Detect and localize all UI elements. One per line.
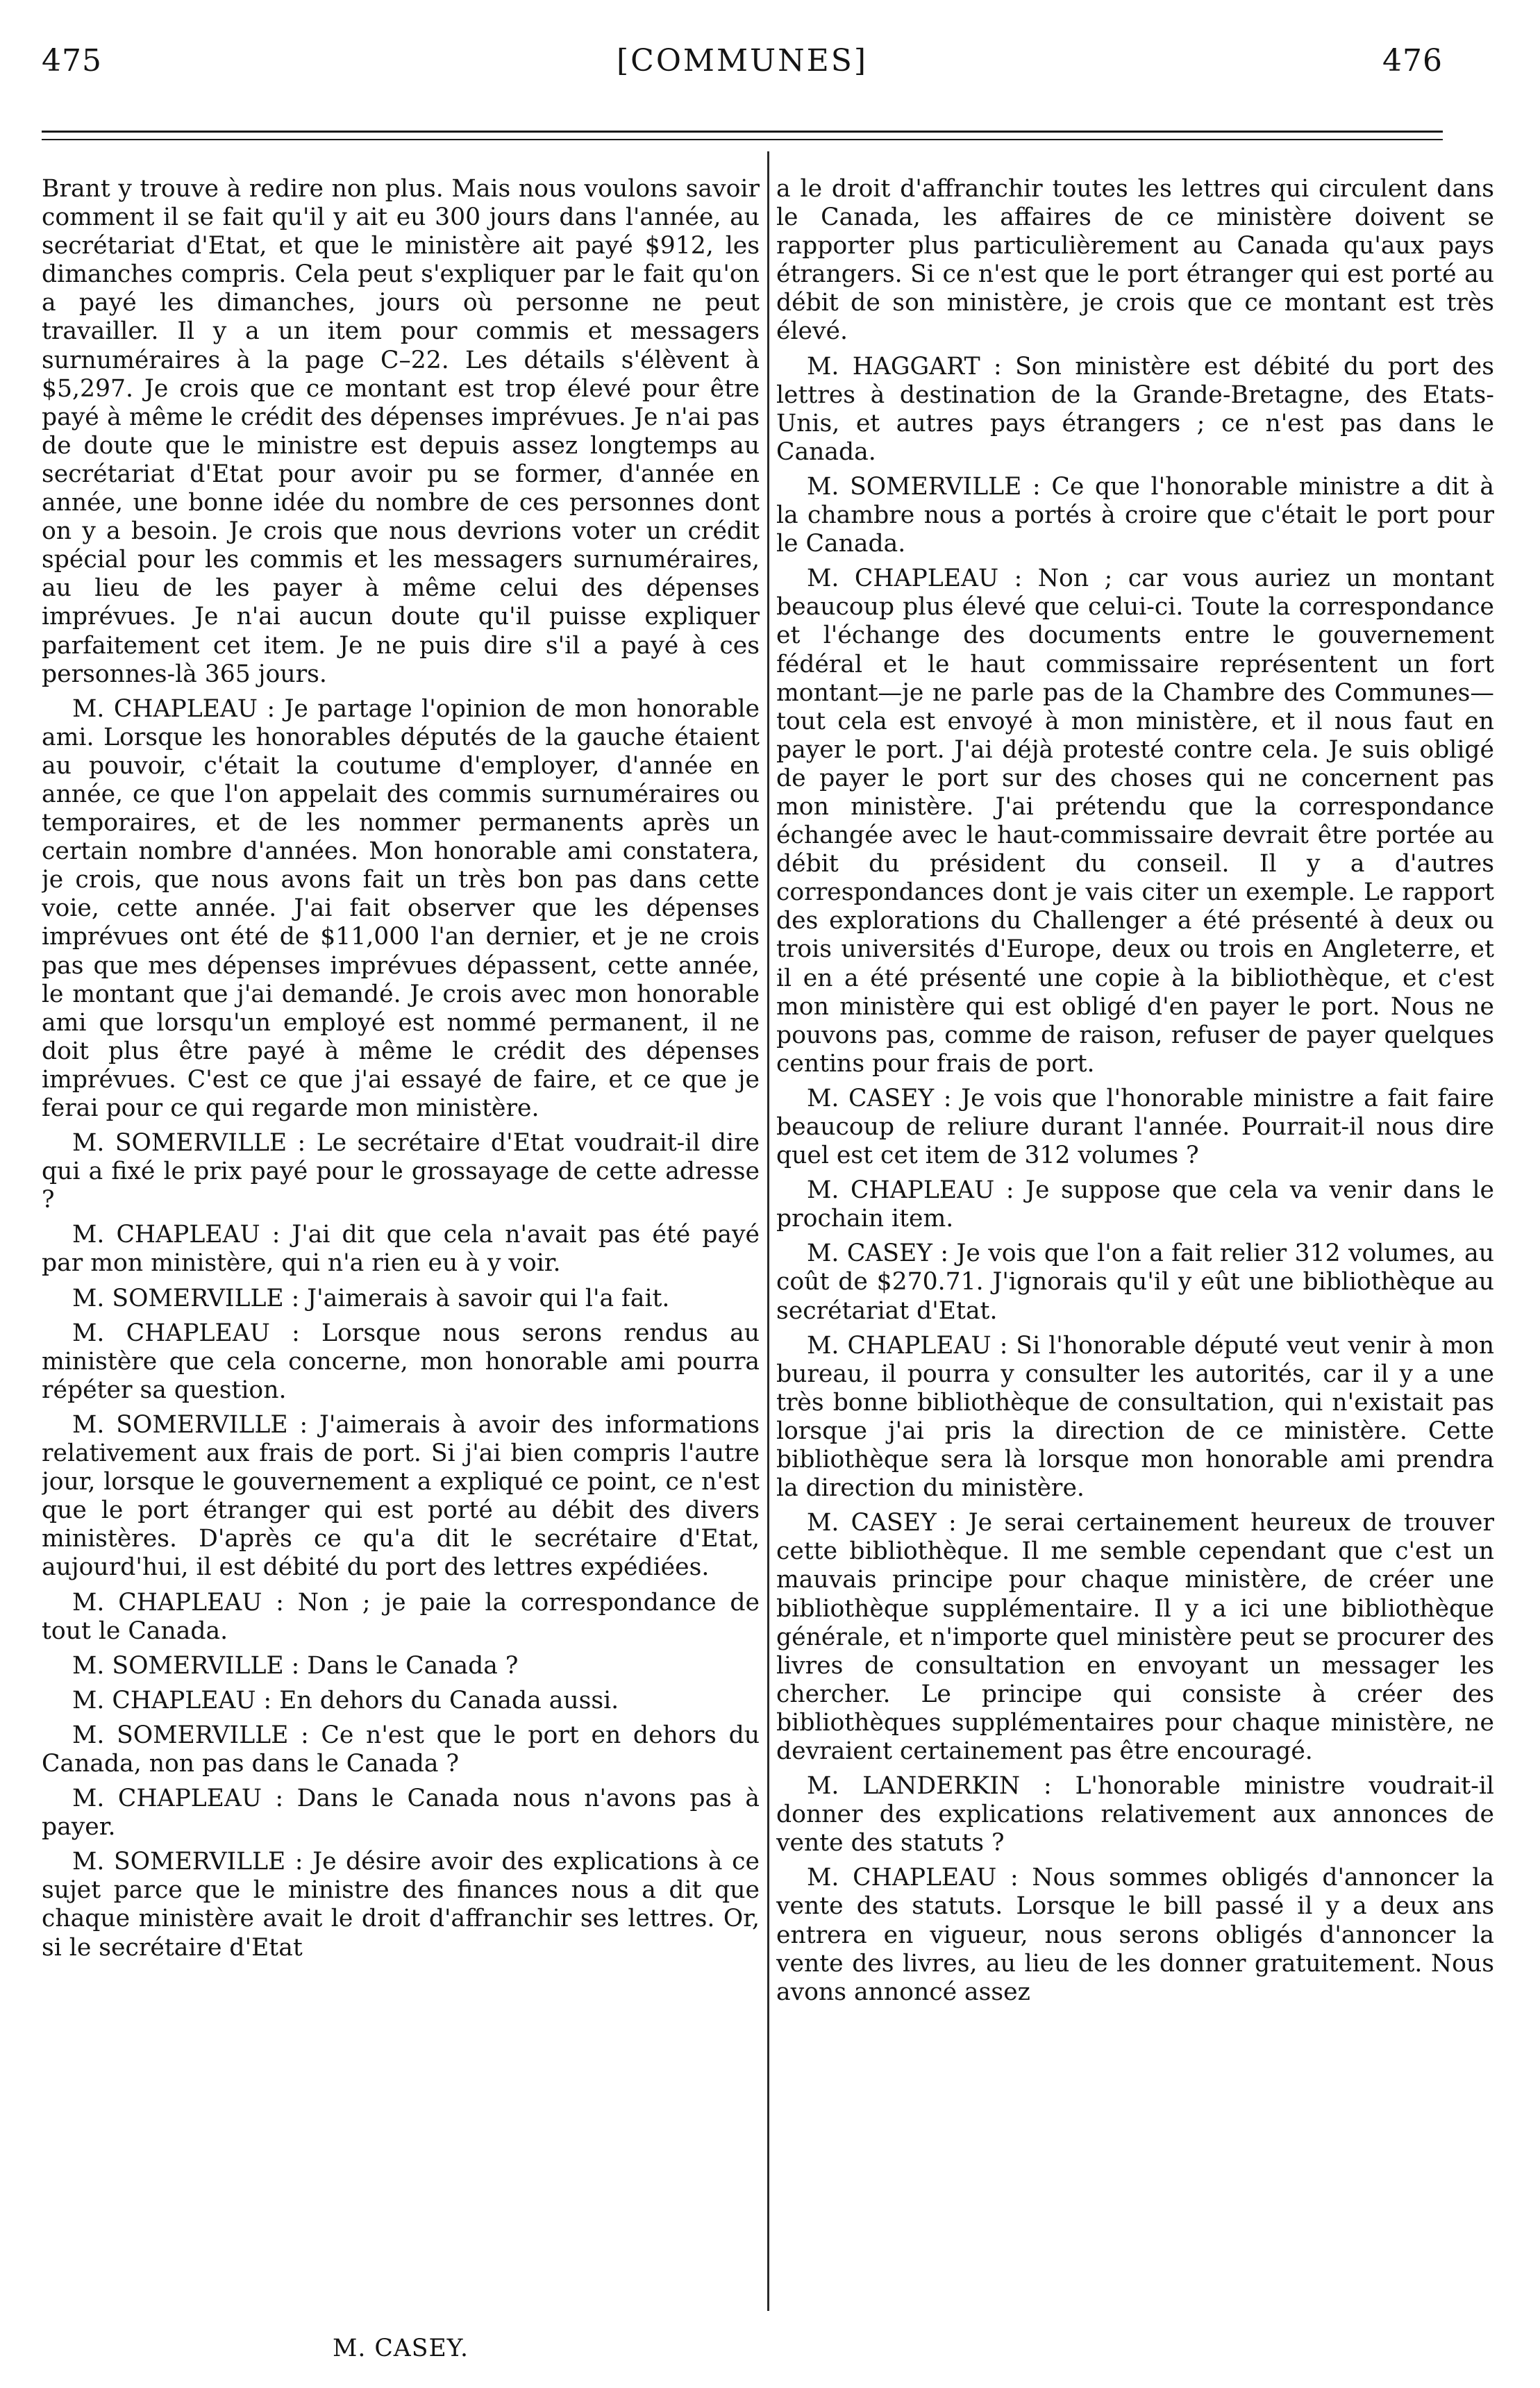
paragraph: M. SOMERVILLE : J'aimerais à avoir des informations relativement aux frais de port. Si j'ai bien compris l'autre jour, lorsque le gouvernement a expliqué ce point, ce n'est que le port étranger qui est porté au débit des divers ministères. D'après ce qu'a dit le secrétaire d'Etat, aujourd'hui, il est débité du port des lettres expédiées. (42, 1410, 760, 1582)
paragraph: M. CHAPLEAU : Non ; je paie la correspondance de tout le Canada. (42, 1588, 760, 1645)
header-rule-bottom (42, 139, 1443, 140)
left-column (42, 175, 760, 2300)
paragraph: M. CASEY : Je vois que l'honorable ministre a fait faire beaucoup de reliure durant l'année. Pourrait-il nous dire quel est cet item de 312 volumes ? (776, 1084, 1494, 1170)
page-title: [COMMUNES] (616, 43, 869, 78)
paragraph: M. CHAPLEAU : Non ; car vous auriez un montant beaucoup plus élevé que celui-ci. Toute la correspondance et l'échange des documents entre le gouvernement fédéral et le haut commissaire représentent un fort montant—je ne parle pas de la Chambre des Communes—tout cela est envoyé à mon ministère, et il nous faut en payer le port. J'ai déjà protesté contre cela. Je suis obligé de payer le port sur des choses qui ne concernent pas mon ministère. J'ai prétendu que la correspondance échangée avec le haut-commissaire devrait être portée au débit du président du conseil. Il y a d'autres correspondances dont je vais citer un exemple. Le rapport des explorations du Challenger a été présenté à deux ou trois universités d'Europe, deux ou trois en Angleterre, et il en a été présenté une copie à la bibliothèque, et c'est mon ministère qui est obligé d'en payer le port. Nous ne pouvons pas, comme de raison, refuser de payer quelques centins pour frais de port. (776, 565, 1494, 1078)
paragraph: M. LANDERKIN : L'honorable ministre voudrait-il donner des explications relativement aux annonces de vente des statuts ? (776, 1772, 1494, 1857)
right-column (776, 175, 1494, 2300)
paragraph: Brant y trouve à redire non plus. Mais nous voulons savoir comment il se fait qu'il y ait eu 300 jours dans l'année, au secrétariat d'Etat, et que le ministère ait payé $912, les dimanches compris. Cela peut s'expliquer par le fait qu'on a payé les dimanches, jours où personne ne peut travailler. Il y a un item pour commis et messagers surnuméraires à la page C–22. Les détails s'élèvent à $5,297. Je crois que ce montant est trop élevé pour être payé à même le crédit des dépenses imprévues. Je n'ai pas de doute que le ministre est depuis assez longtemps au secrétariat d'Etat pour avoir pu se former, d'année en année, une bonne idée du nombre de ces personnes dont on y a besoin. Je crois que nous devrions voter un crédit spécial pour les commis et les messagers surnuméraires, au lieu de les payer à même celui des dépenses imprévues. Je n'ai aucun doute qu'il puisse expliquer parfaitement cet item. Je ne puis dire s'il a payé à ces personnes-là 365 jours. (42, 175, 760, 688)
footer-signature: M. CASEY. (332, 2335, 469, 2362)
paragraph: M. SOMERVILLE : Dans le Canada ? (72, 1651, 519, 1680)
paragraph: M. HAGGART : Son ministère est débité du port des lettres à destination de la Grande-Bretagne, des Etats-Unis, et autres pays étrangers ; ce n'est pas dans le Canada. (776, 352, 1494, 466)
paragraph: M. CASEY : Je vois que l'on a fait relier 312 volumes, au coût de $270.71. J'ignorais qu'il y eût une bibliothèque au secrétariat d'Etat. (776, 1239, 1494, 1325)
page-number-right: 476 (1382, 43, 1443, 78)
paragraph: M. CHAPLEAU : Nous sommes obligés d'annoncer la vente des statuts. Lorsque le bill passé il y a deux ans entrera en vigueur, nous serons obligés d'annoncer la vente des livres, au lieu de les donner gratuitement. Nous avons annoncé assez (776, 1864, 1494, 2006)
paragraph: M. CHAPLEAU : J'ai dit que cela n'avait pas été payé par mon ministère, qui n'a rien eu à y voir. (42, 1221, 760, 1278)
paragraph: M. CHAPLEAU : Si l'honorable député veut venir à mon bureau, il pourra y consulter les autorités, car il y a une très bonne bibliothèque de consultation, qui n'existait pas lorsque j'ai pris la direction de ce ministère. Cette bibliothèque sera là lorsque mon honorable ami prendra la direction du ministère. (776, 1331, 1494, 1503)
column-divider (767, 151, 769, 2311)
paragraph: M. CHAPLEAU : Lorsque nous serons rendus au ministère que cela concerne, mon honorable ami pourra répéter sa question. (42, 1319, 760, 1404)
paragraph: M. SOMERVILLE : Ce que l'honorable ministre a dit à la chambre nous a portés à croire que c'était le port pour le Canada. (776, 472, 1494, 558)
page-number-left: 475 (42, 43, 102, 78)
paragraph: M. CHAPLEAU : Je partage l'opinion de mon honorable ami. Lorsque les honorables députés de la gauche étaient au pouvoir, c'était la coutume d'employer, d'année en année, ce que l'on appelait des commis surnuméraires ou temporaires, et de les nommer permanents après un certain nombre d'années. Mon honorable ami constatera, je crois, que nous avons fait un très bon pas dans cette voie, cette année. J'ai fait observer que les dépenses imprévues ont été de $11,000 l'an dernier, et je ne crois pas que mes dépenses imprévues dépassent, cette année, le montant que j'ai demandé. Je crois avec mon honorable ami que lorsqu'un employé est nommé permanent, il ne doit plus être payé à même le crédit des dépenses imprévues. C'est ce que j'ai essayé de faire, et ce que je ferai pour ce qui regarde mon ministère. (42, 694, 760, 1122)
page-header (42, 43, 1443, 92)
paragraph: M. CHAPLEAU : Je suppose que cela va venir dans le prochain item. (776, 1176, 1494, 1233)
paragraph: M. SOMERVILLE : Ce n'est que le port en dehors du Canada, non pas dans le Canada ? (42, 1721, 760, 1778)
header-rule-top (42, 131, 1443, 133)
paragraph: M. CASEY : Je serai certainement heureux de trouver cette bibliothèque. Il me semble cependant que c'est un mauvais principe pour chaque ministère, de créer une bibliothèque supplémentaire. Il y a ici une bibliothèque générale, et n'importe quel ministère peut se procurer des livres de consultation en envoyant un messager les chercher. Le principe qui consiste à créer des bibliothèques supplémentaires pour chaque ministère, ne devraient certainement pas être encouragé. (776, 1509, 1494, 1765)
paragraph: M. CHAPLEAU : Dans le Canada nous n'avons pas à payer. (42, 1785, 760, 1842)
paragraph: a le droit d'affranchir toutes les lettres qui circulent dans le Canada, les affaires de ce ministère doivent se rapporter plus particulièrement au Canada qu'aux pays étrangers. Si ce n'est que le port étranger qui est porté au débit de son ministère, je crois que ce montant est très élevé. (776, 175, 1494, 346)
paragraph: M. CHAPLEAU : En dehors du Canada aussi. (72, 1686, 619, 1714)
paragraph: M. SOMERVILLE : J'aimerais à savoir qui l'a fait. (72, 1284, 670, 1312)
paragraph: M. SOMERVILLE : Le secrétaire d'Etat voudrait-il dire qui a fixé le prix payé pour le grossayage de cette adresse ? (42, 1129, 760, 1214)
paragraph: M. SOMERVILLE : Je désire avoir des explications à ce sujet parce que le ministre des finances nous a dit que chaque ministère avait le droit d'affranchir ses lettres. Or, si le secrétaire d'Etat (42, 1848, 760, 1962)
